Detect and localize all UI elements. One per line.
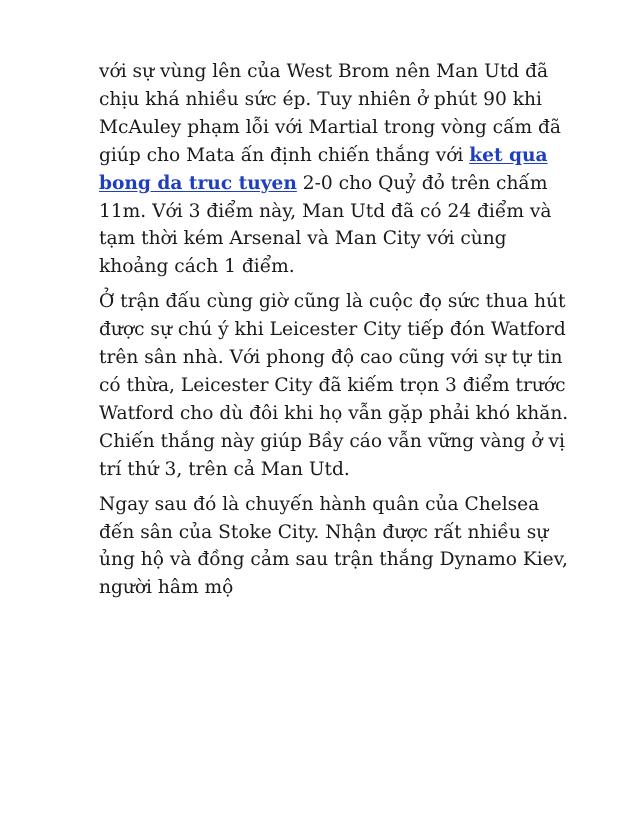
result-link[interactable]: ket qua bong da truc tuyen — [99, 144, 548, 194]
paragraph-2: Ở trận đấu cùng giờ cũng là cuộc đọ sức thua hút được sự chú ý khi Leicester City tiếp đón Watford trên sân nhà. Với phong độ cao cũng với sự tự tin có thừa, Leicester City đã kiếm trọn 3 điểm trước Watford cho dù đôi khi họ vẫn gặp phải khó khăn. Chiến thắng này giúp Bầy cáo vẫn vững vàng ở vị trí thứ 3, trên cả Man Utd. — [99, 291, 569, 480]
document-body — [99, 58, 579, 609]
paragraph-1-text-after-link: 2-0 cho Quỷ đỏ trên chấm 11m. Với 3 điểm này, Man Utd đã có 24 điểm và tạm thời kém Arsenal và Man City với cùng khoảng cách 1 điểm. — [99, 172, 552, 278]
paragraph-3: Ngay sau đó là chuyến hành quân của Chelsea đến sân của Stoke City. Nhận được rất nhiều sự ủng hộ và đồng cảm sau trận thắng Dynamo Kiev, người hâm mộ — [99, 493, 568, 599]
paragraph-1 — [99, 58, 579, 281]
paragraph-1-text-before-link: với sự vùng lên của West Brom nên Man Utd đã chịu khá nhiều sức ép. Tuy nhiên ở phút 90 khi McAuley phạm lỗi với Martial trong vòng cấm đã giúp cho Mata ấn định chiến thắng với — [99, 61, 562, 166]
